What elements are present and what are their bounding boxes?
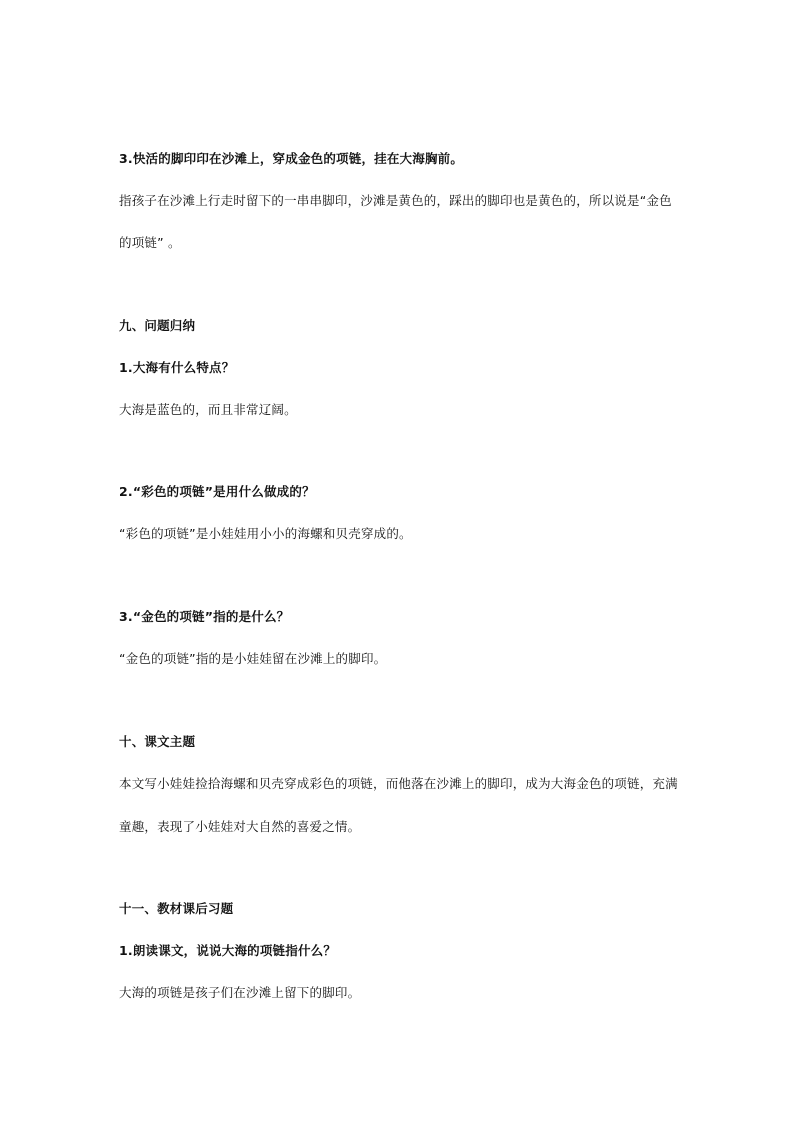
question-2: 2.“彩色的项链”是用什么做成的？ [119,484,315,499]
answer-2: “彩色的项链”是小娃娃用小小的海螺和贝壳穿成的。 [119,526,412,541]
item3-heading: 3.快活的脚印印在沙滩上，穿成金色的项链，挂在大海胸前。 [119,151,464,166]
exercise-1-answer: 大海的项链是孩子们在沙滩上留下的脚印。 [119,985,361,1000]
item3-body-line1: 指孩子在沙滩上行走时留下的一串串脚印，沙滩是黄色的，踩出的脚印也是黄色的，所以说是“金色 [119,193,672,208]
theme-line2: 童趣，表现了小娃娃对大自然的喜爱之情。 [119,819,361,834]
exercise-1-question: 1.朗读课文，说说大海的项链指什么？ [119,943,337,958]
theme-line1: 本文写小娃娃捡拾海螺和贝壳穿成彩色的项链，而他落在沙滩上的脚印，成为大海金色的项链，充满 [119,776,678,791]
question-3: 3.“金色的项链”指的是什么？ [119,609,290,624]
item3-body-line2: 的项链” 。 [119,235,181,250]
question-1: 1.大海有什么特点？ [119,360,235,375]
section10-title: 十、课文主题 [119,734,196,749]
answer-1: 大海是蓝色的，而且非常辽阔。 [119,402,297,417]
section9-title: 九、问题归纳 [119,318,196,333]
answer-3: “金色的项链”指的是小娃娃留在沙滩上的脚印。 [119,651,387,666]
section11-title: 十一、教材课后习题 [119,901,234,916]
